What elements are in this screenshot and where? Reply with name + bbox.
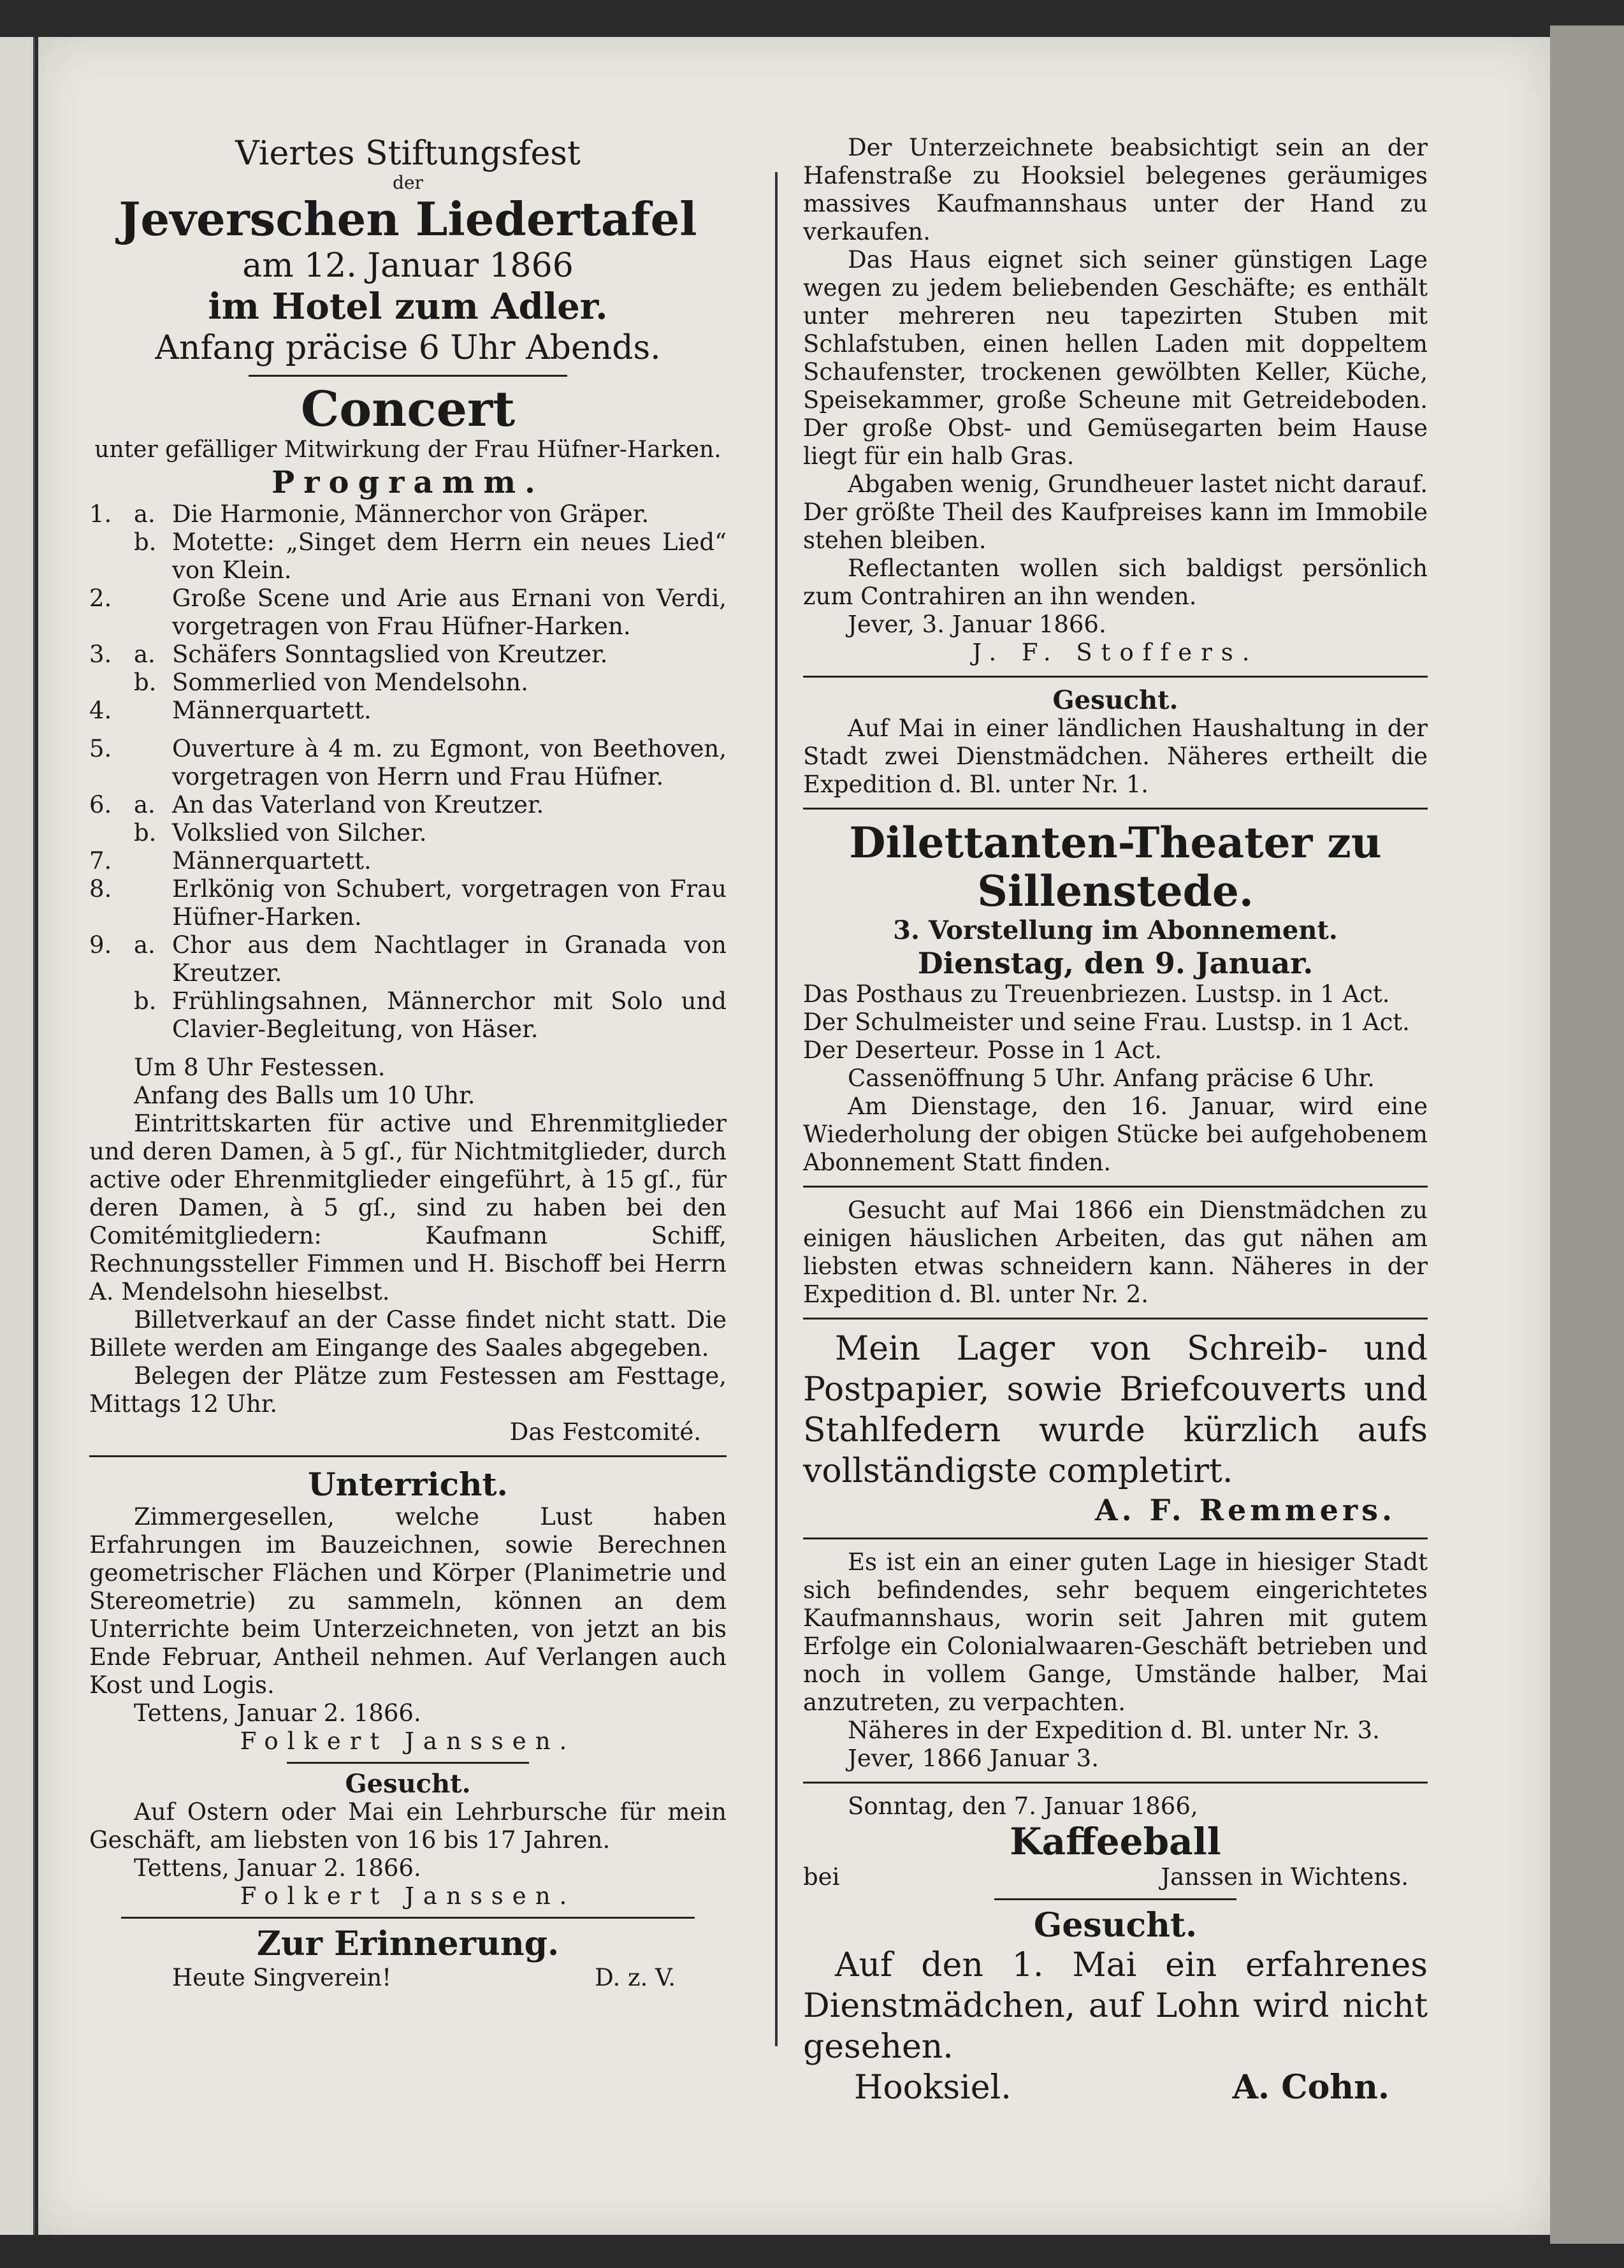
ad-signature: J. F. Stoffers. — [972, 639, 1259, 666]
ad-body: Es ist ein an einer guten Lage in hiesiger Stadt sich befindendes, sehr bequem eingerichtetes Kaufmannshaus, worin seit Jahren mit gutem Erfolge ein Colonialwaaren-Geschäft betrieben und noch in vollem Gange, Umstände halber, Mai anzutreten, zu verpachten. — [803, 1548, 1428, 1716]
right-column — [803, 134, 1428, 2108]
ad-body: Reflectanten wollen sich baldigst persönlich zum Contrahiren an ihn wenden. — [803, 555, 1428, 610]
rule — [803, 1318, 1428, 1319]
book-spine — [1550, 25, 1624, 2244]
column-divider — [775, 172, 778, 2046]
program-number — [89, 819, 134, 847]
text-billet: Billetverkauf an der Casse findet nicht statt. Die Billete werden am Eingange des Saales abgegeben. — [89, 1306, 727, 1362]
rule — [803, 808, 1428, 810]
program-item — [89, 641, 727, 669]
program-item — [89, 669, 727, 697]
program-sub — [134, 735, 172, 791]
program-text: Sommerlied von Mendelsohn. — [172, 669, 528, 696]
theater-play: Das Posthaus zu Treuenbriezen. Lustsp. in 1 Act. — [803, 980, 1390, 1008]
program-text: Motette: „Singet dem Herrn ein neues Lied“ von Klein. — [172, 528, 727, 584]
rule — [121, 1917, 695, 1919]
program-number: 4. — [89, 697, 112, 724]
theater-sub: 3. Vorstellung im Abonnement. — [893, 915, 1338, 945]
ad-signature: A. Cohn. — [1232, 2068, 1389, 2107]
program-title: Programm. — [272, 465, 544, 500]
program-item — [89, 500, 727, 528]
concert-announcement — [89, 134, 727, 1446]
ad-title: Kaffeeball — [1010, 1820, 1221, 1863]
signature: Das Festcomité. — [509, 1418, 701, 1446]
ad-body: Auf Mai in einer ländlichen Haushaltung in der Stadt zwei Dienstmädchen. Näheres ertheilt die Expedition d. Bl. unter Nr. 1. — [803, 715, 1428, 798]
text-seats: Belegen der Plätze zum Festessen am Festtage, Mittags 12 Uhr. — [89, 1362, 727, 1418]
ad-place: Tettens, Januar 2. 1866. — [134, 1699, 421, 1727]
rule — [803, 1782, 1428, 1784]
program-item — [89, 819, 727, 847]
concert-with: unter gefälliger Mitwirkung der Frau Hüfner-Harken. — [94, 437, 721, 463]
ad-place: Tettens, Januar 2. 1866. — [134, 1854, 421, 1882]
program-item — [89, 847, 727, 875]
ad-text: Heute Singverein! — [172, 1964, 392, 1991]
program-text: Die Harmonie, Männerchor von Gräper. — [172, 500, 649, 528]
program-number: 6. — [89, 791, 112, 818]
program-text: Männerquartett. — [172, 847, 372, 875]
ad-body: Auf Ostern oder Mai ein Lehrbursche für mein Geschäft, am liebsten von 16 bis 17 Jahren. — [89, 1798, 727, 1854]
program-text: Männerquartett. — [172, 697, 372, 724]
program-item — [89, 875, 727, 931]
event-venue: im Hotel zum Adler. — [208, 286, 608, 328]
program-item — [89, 735, 727, 791]
program-number: 7. — [89, 847, 112, 875]
event-start: Anfang präcise 6 Uhr Abends. — [155, 329, 661, 367]
rule — [803, 1186, 1428, 1188]
ad-body: Mein Lager von Schreib- und Postpapier, sowie Briefcouverts und Stahlfedern wurde kürzlich aufs vollständigste completirt. — [803, 1330, 1428, 1490]
program-text: Ouverture à 4 m. zu Egmont, von Beethoven, vorgetragen von Herrn und Frau Hüfner. — [172, 735, 727, 790]
event-date: am 12. Januar 1866 — [242, 247, 574, 285]
ad-body: Das Haus eignet sich seiner günstigen Lage wegen zu jedem beliebenden Geschäfte; es enthält unter mehreren neu tapezirten Stuben mit Schlafstuben, einen hellen Laden mit doppeltem Schaufenster, trockenen gewölbten Keller, Küche, Speisekammer, große Scheune mit Getreideboden. Der große Obst- und Gemüsegarten beim Hause liegt für ein halb Gras. — [803, 246, 1428, 470]
ad-body: Näheres in der Expedition d. Bl. unter Nr. 3. — [848, 1717, 1380, 1744]
rule — [803, 676, 1428, 678]
program-sub: b. — [134, 528, 157, 556]
program-sub: b. — [134, 987, 157, 1015]
program-sub — [134, 875, 172, 931]
program-number: 8. — [89, 875, 112, 903]
ad-gesucht-naehen — [803, 1196, 1428, 1309]
program-sub: a. — [134, 931, 156, 959]
program-number: 2. — [89, 585, 112, 612]
ad-place: Jever, 1866 Januar 3. — [848, 1745, 1099, 1772]
program-item — [89, 585, 727, 641]
ad-gesucht-dienstmaedchen — [803, 687, 1428, 799]
theater-play: Der Schulmeister und seine Frau. Lustsp. in 1 Act. — [803, 1008, 1410, 1036]
rule — [287, 1762, 529, 1764]
program-sub: a. — [134, 500, 156, 528]
ad-signature: D. z. V. — [595, 1964, 676, 1991]
program-sub — [134, 697, 172, 725]
program-item — [89, 528, 727, 585]
theater-repeat: Am Dienstage, den 16. Januar, wird eine Wiederholung der obigen Stücke bei aufgehobenem Abonnement Statt finden. — [803, 1093, 1428, 1176]
program-item — [89, 987, 727, 1043]
ad-signature: Folkert Janssen. — [240, 1882, 576, 1910]
rule — [89, 1455, 727, 1457]
text-tickets: Eintrittskarten für active und Ehrenmitglieder und deren Damen, à 5 gſ., für Nichtmitglieder, durch active oder Ehrenmitglieder eingeführt, à 15 gſ., für deren Damen, à 5 gſ., sind zu haben bei den Comitémitgliedern: Kaufmann Schiff, Rechnungssteller Fimmen und H. Bischoff bei Herrn A. Mendelsohn hieselbst. — [89, 1110, 727, 1305]
program-number — [89, 987, 134, 1043]
program-sub: b. — [134, 819, 157, 847]
ad-body: Auf den 1. Mai ein erfahrenes Dienstmädchen, auf Lohn wird nicht gesehen. — [803, 1946, 1428, 2066]
ad-gesucht-lehrbursche — [89, 1770, 727, 1910]
text-ball: Anfang des Balls um 10 Uhr. — [134, 1082, 475, 1109]
theater-times: Cassenöffnung 5 Uhr. Anfang präcise 6 Uhr. — [848, 1065, 1375, 1092]
theater-title: Dilettanten-Theater zu — [849, 818, 1382, 868]
ad-title: Gesucht. — [345, 1769, 471, 1799]
theater-date: Dienstag, den 9. Januar. — [917, 946, 1314, 980]
rule — [803, 1537, 1428, 1539]
program-sub — [134, 847, 172, 875]
program-list — [89, 500, 727, 1043]
program-sub: a. — [134, 641, 156, 668]
program-text: Schäfers Sonntagslied von Kreutzer. — [172, 641, 608, 668]
ad-body: Gesucht auf Mai 1866 ein Dienstmädchen zu einigen häuslichen Arbeiten, das gut nähen am liebsten etwas schneidern kann. Näheres in der Expedition d. Bl. unter Nr. 2. — [803, 1196, 1428, 1308]
program-sub: a. — [134, 791, 156, 818]
ad-theater — [803, 818, 1428, 1177]
ad-colonialwaaren — [803, 1548, 1428, 1773]
ad-title: Zur Erinnerung. — [256, 1924, 560, 1963]
program-number — [89, 669, 134, 697]
program-text: Frühlingsahnen, Männerchor mit Solo und Clavier-Begleitung, von Häser. — [172, 987, 727, 1043]
ad-gesucht-cohn — [803, 1907, 1428, 2108]
theater-place: Sillenstede. — [977, 866, 1254, 916]
rule — [994, 1898, 1236, 1900]
ad-kaffeeball — [803, 1792, 1428, 1892]
ad-title: Unterricht. — [308, 1465, 508, 1503]
program-text: Erlkönig von Schubert, vorgetragen von Frau Hüfner-Harken. — [172, 875, 727, 931]
ad-place: Hooksiel. — [854, 2068, 1011, 2107]
event-line1: Viertes Stiftungsfest — [235, 134, 581, 173]
program-text: Chor aus dem Nachtlager in Granada von Kreutzer. — [172, 931, 727, 987]
program-text: Große Scene und Arie aus Ernani von Verdi, vorgetragen von Frau Hüfner-Harken. — [172, 585, 727, 640]
program-number: 5. — [89, 735, 112, 762]
previous-page-edge — [0, 37, 35, 2235]
ad-signature: A. F. Remmers. — [1094, 1493, 1396, 1527]
program-item — [89, 931, 727, 987]
program-sub: b. — [134, 669, 157, 696]
program-number — [89, 528, 134, 585]
ad-unterricht — [89, 1466, 727, 1756]
ad-erinnerung — [89, 1925, 727, 1993]
ad-date: Sonntag, den 7. Januar 1866, — [848, 1792, 1198, 1820]
rule — [249, 375, 567, 377]
program-item — [89, 697, 727, 725]
program-text: An das Vaterland von Kreutzer. — [172, 791, 544, 818]
program-number: 3. — [89, 641, 112, 668]
program-text: Volkslied von Silcher. — [172, 819, 427, 847]
ad-body: Der Unterzeichnete beabsichtigt sein an der Hafenstraße zu Hooksiel belegenes geräumiges massives Kaufmannshaus unter der Hand zu verkaufen. — [803, 134, 1428, 245]
program-number: 9. — [89, 931, 112, 959]
ad-body: Zimmergesellen, welche Lust haben Erfahrungen im Bauzeichnen, sowie Berechnen geometrischer Flächen und Körper (Planimetrie und Stereometrie) zu sammeln, können an dem Unterrichte beim Unterzeichneten, von jetzt an bis Ende Februar, Antheil nehmen. Auf Verlangen auch Kost und Logis. — [89, 1503, 727, 1699]
ad-schreibpapier — [803, 1328, 1428, 1529]
program-item — [89, 791, 727, 819]
text-dinner: Um 8 Uhr Festessen. — [134, 1054, 386, 1081]
ad-signature: Folkert Janssen. — [240, 1727, 576, 1755]
ad-title: Gesucht. — [1033, 1906, 1198, 1945]
ad-signature: Janssen in Wichtens. — [1161, 1863, 1409, 1891]
ad-place: Jever, 3. Januar 1866. — [848, 611, 1106, 638]
event-line2: der — [393, 172, 423, 193]
ad-text: bei — [803, 1863, 840, 1891]
ad-haus-verkauf — [803, 134, 1428, 667]
event-title: Jeverschen Liedertafel — [119, 192, 697, 246]
left-column — [89, 134, 727, 1993]
ad-title: Gesucht. — [1052, 685, 1178, 715]
program-sub — [134, 585, 172, 641]
ad-body: Abgaben wenig, Grundheuer lastet nicht darauf. Der größte Theil des Kaufpreises kann im Immobile stehen bleiben. — [803, 470, 1428, 554]
theater-play: Der Deserteur. Posse in 1 Act. — [803, 1036, 1162, 1064]
program-number: 1. — [89, 500, 112, 528]
concert-heading: Concert — [300, 381, 516, 437]
